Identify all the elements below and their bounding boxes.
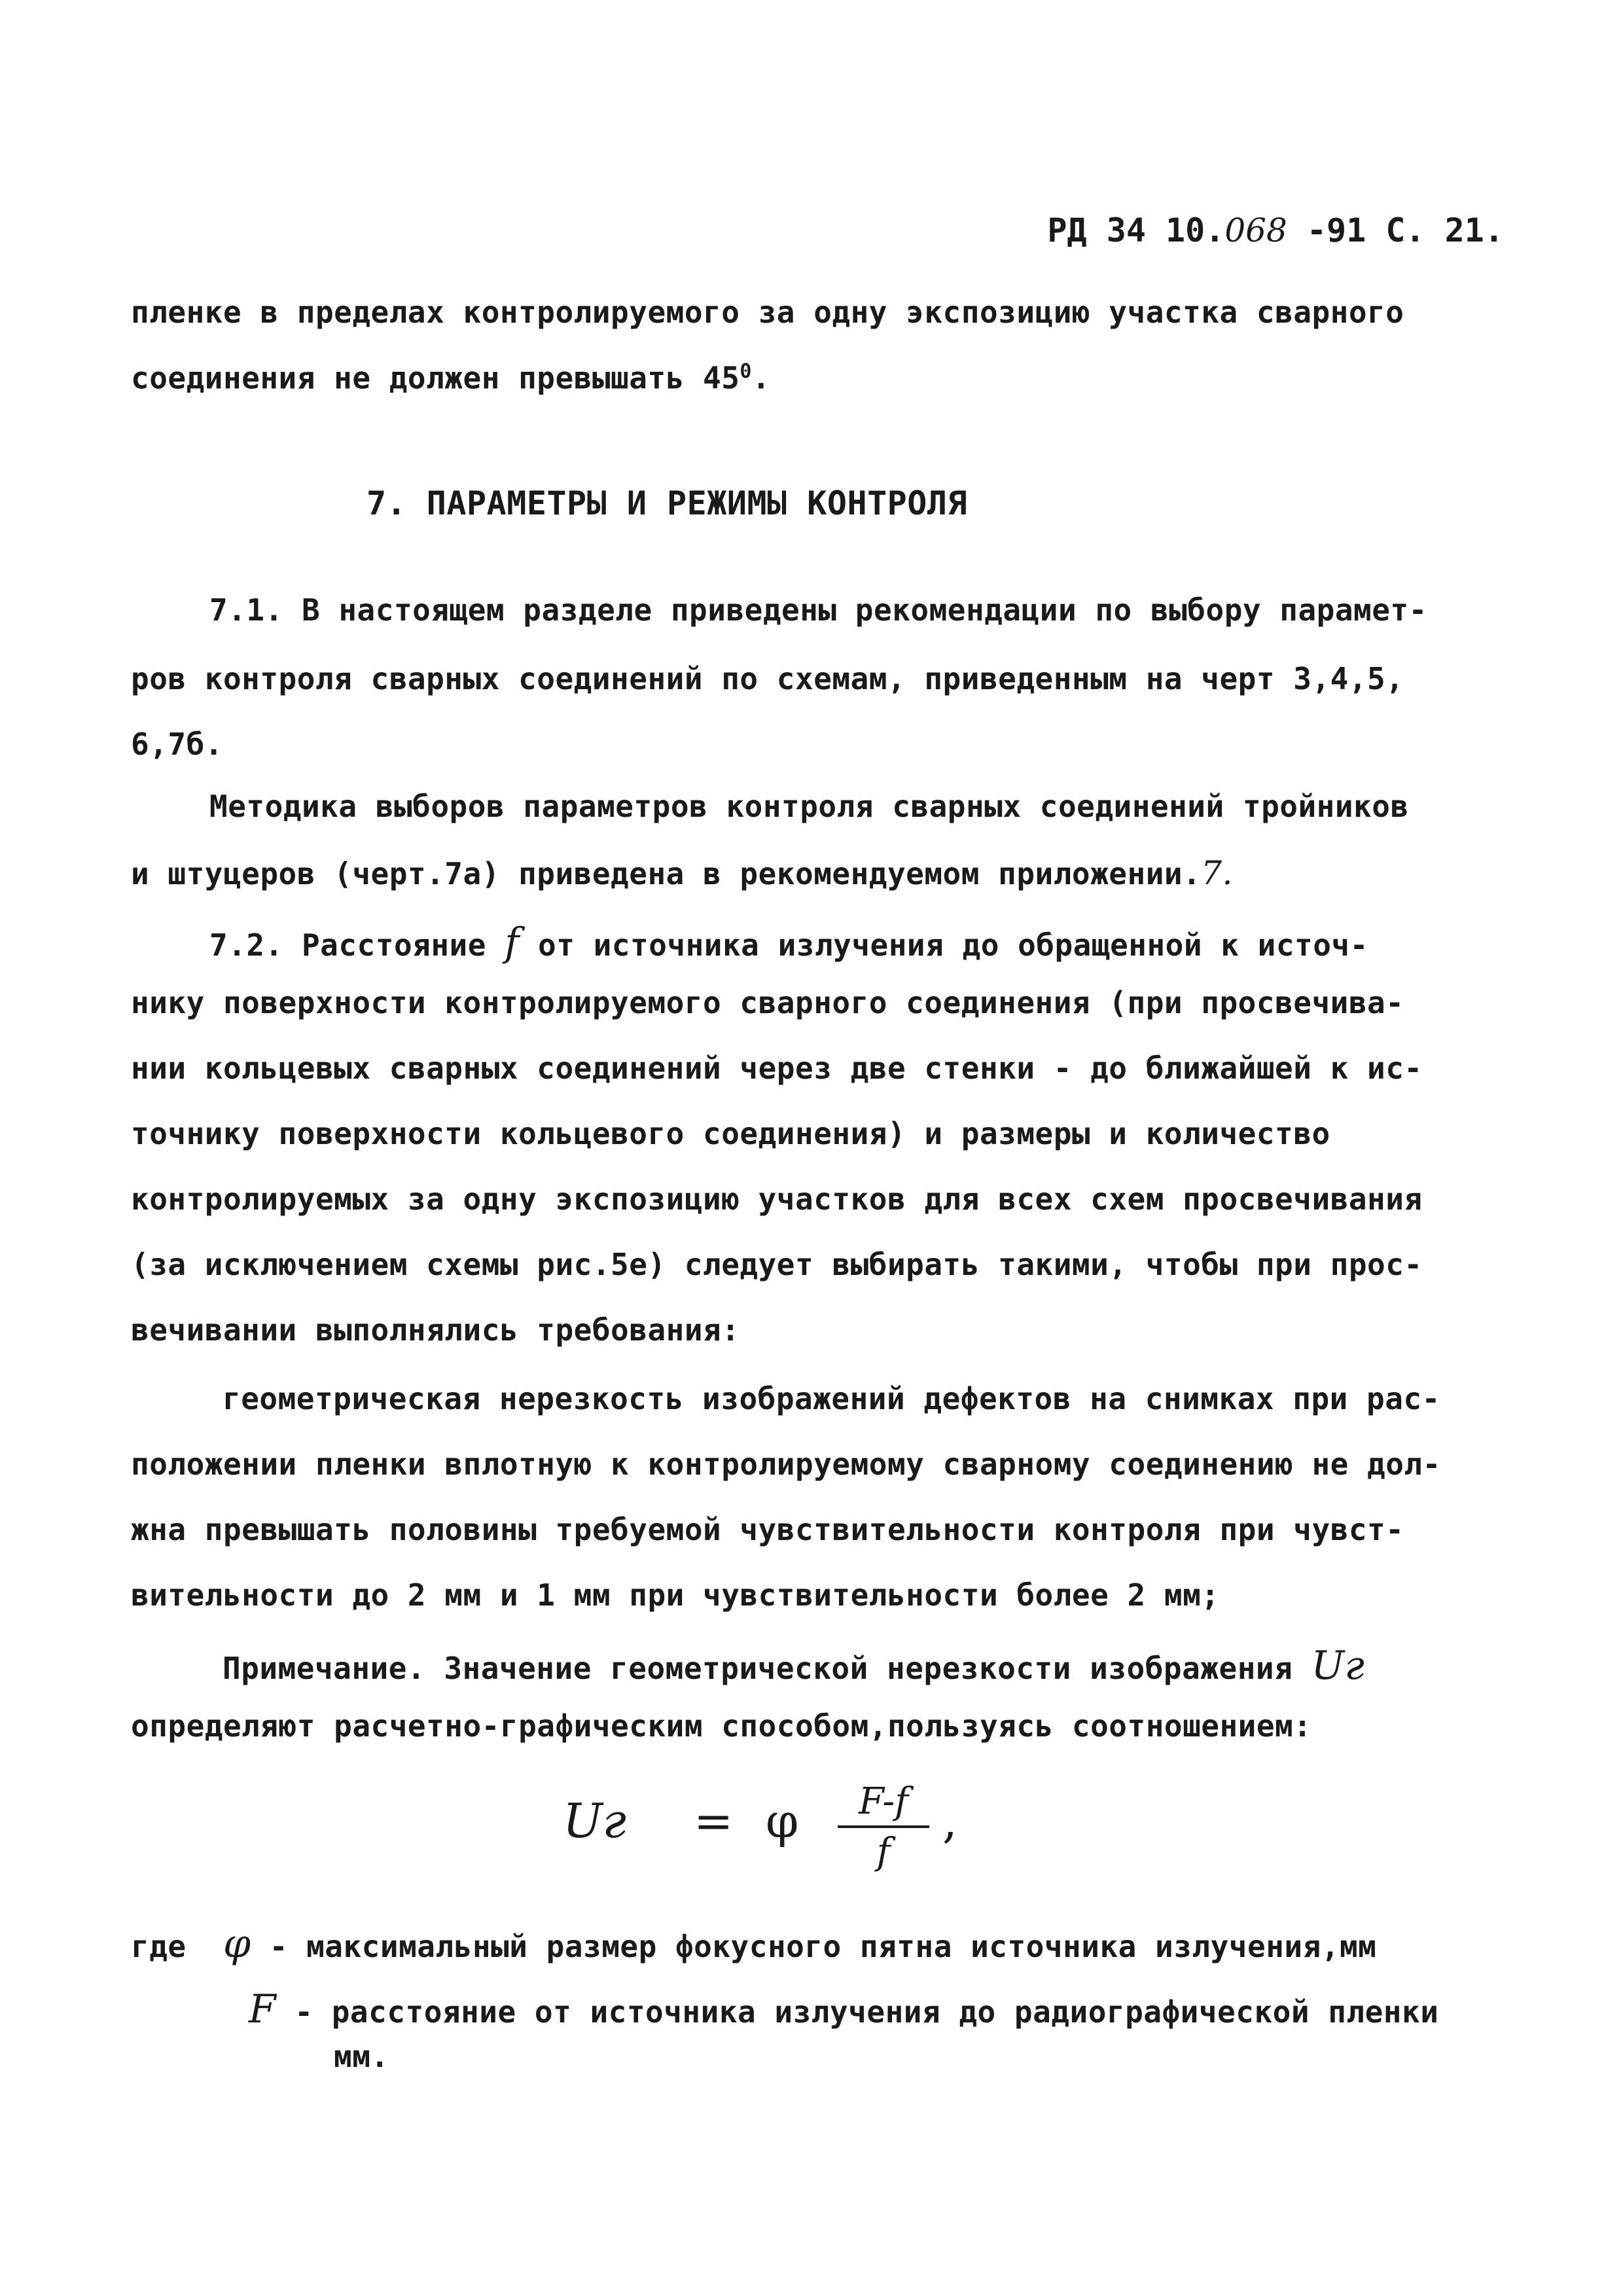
text-line: положении пленки вплотную к контролируемому сварному соединению не дол- [131, 1446, 1441, 1482]
text-line: соединения не должен превышать $45^0$. [131, 360, 771, 396]
text-line: (за исключением схемы рис.5е) следует выбирать такими, чтобы при прос- [131, 1247, 1423, 1282]
text-line: пленке в пределах контролируемого за одну экспозицию участка сварного [131, 295, 1404, 330]
text-line: геометрическая нерезкость изображений дефектов на снимках при рас- [223, 1381, 1440, 1416]
text-line: вительности до 2 мм и 1 мм при чувствительности более 2 мм; [131, 1577, 1220, 1613]
doc-handwritten-number: 068 [1224, 211, 1287, 249]
text-line: ров контроля сварных соединений по схемам, приведенным на черт 3,4,5, [131, 661, 1404, 696]
symbol-f: f [505, 920, 520, 965]
where-line: мм. [334, 2039, 389, 2074]
formula-numerator: F-f [859, 1780, 908, 1823]
symbol-ug: Uг [1311, 1643, 1365, 1689]
note-line: Примечание. Значение геометрической нерезкости изображения Uг [223, 1643, 1365, 1689]
page-header [969, 173, 1505, 287]
where-line: где φ - максимальный размер фокусного пятна источника излучения,мм [131, 1921, 1377, 1967]
where-line: F - расстояние от источника излучения до радиографической пленки [249, 1986, 1439, 2032]
text-line: нии кольцевых сварных соединений через две стенки - до ближайшей к ис- [131, 1050, 1423, 1086]
text-line: 7.1. В настоящем разделе приведены рекомендации по выбору парамет- [209, 592, 1427, 628]
text-line: вечивании выполнялись требования: [131, 1312, 740, 1348]
formula-lhs: Uг [563, 1793, 627, 1848]
section-title: 7. ПАРАМЕТРЫ И РЕЖИМЫ КОНТРОЛЯ [366, 484, 968, 522]
note-line: определяют расчетно-графическим способом,пользуясь соотношением: [131, 1708, 1312, 1744]
text-line: 7.2. Расстояние f от источника излучения до обращенной к источ- [209, 920, 1368, 965]
symbol-phi: φ [223, 1921, 251, 1967]
text-line: точнику поверхности кольцевого соединения) и размеры и количество [131, 1116, 1330, 1151]
fraction-bar [838, 1825, 929, 1828]
text-line: 6,7б. [131, 726, 223, 762]
doc-page-number: -91 С. 21. [1306, 211, 1504, 249]
handwritten-appendix-number: 7. [1201, 854, 1233, 892]
text-line: нику поверхности контролируемого сварного соединения (при просвечива- [131, 985, 1404, 1020]
text-line: жна превышать половины требуемой чувствительности контроля при чувст- [131, 1512, 1404, 1547]
formula-equals: = [694, 1793, 734, 1848]
formula-denominator: f [876, 1831, 891, 1873]
symbol-F: F [249, 1986, 277, 2032]
formula-phi: φ [766, 1793, 799, 1848]
formula-fraction [838, 1780, 929, 1873]
text-line: и штуцеров (черт.7а) приведена в рекомендуемом приложении.7. [131, 854, 1233, 892]
doc-code: РД 34 10. [1047, 211, 1225, 249]
text-line: Методика выборов параметров контроля сварных соединений тройников [209, 789, 1409, 824]
unsharpness-formula: Uг = φ F-f f , [563, 1780, 957, 1873]
text-line: контролируемых за одну экспозицию участков для всех схем просвечивания [131, 1181, 1423, 1217]
